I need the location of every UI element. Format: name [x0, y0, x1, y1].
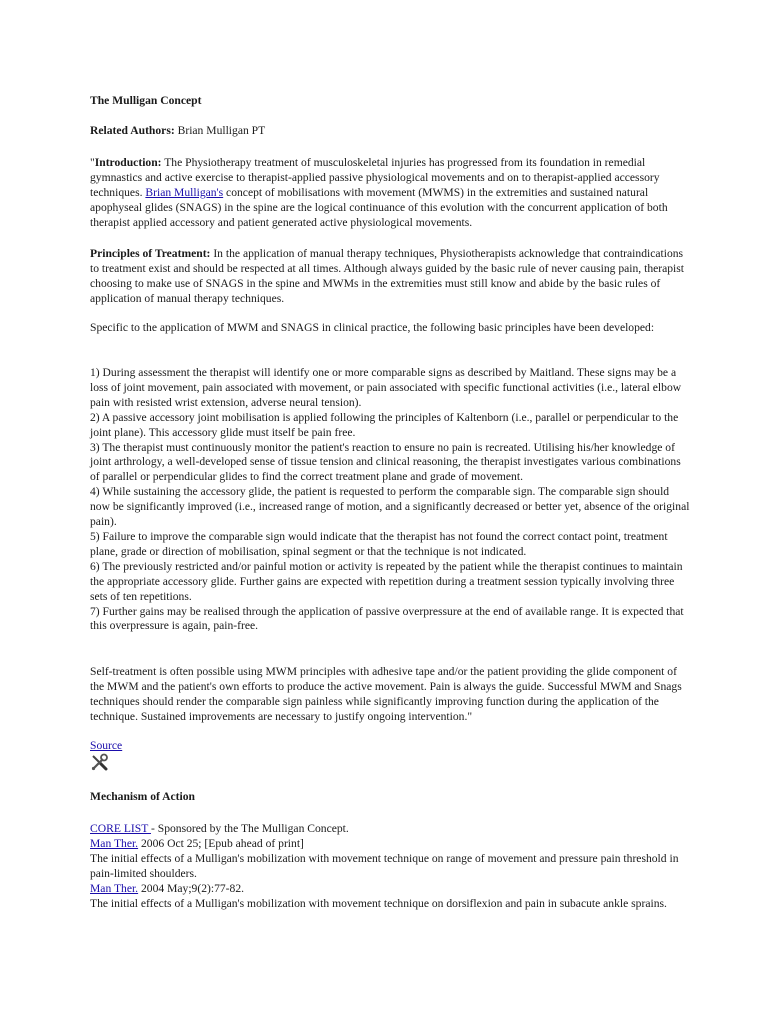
reference-1-citation: [90, 837, 690, 852]
principles-label: Principles of Treatment:: [90, 247, 211, 260]
core-list-link[interactable]: CORE LIST: [90, 822, 151, 835]
reference-2-citation: [90, 882, 690, 897]
list-item: 3) The therapist must continuously monitor the patient's reaction to ensure no pain is recreated. Utilising his/her knowledge of joint arthrology, a well-developed sense of tissue tension and clinical reasoning, the therapist investigates various combinations of parallel or perpendicular glides to find the correct treatment plane and grade of movement.: [90, 440, 681, 484]
list-item: 5) Failure to improve the comparable sign would indicate that the therapist has not found the correct contact point, treatment plane, grade or direction of mobilisation, spinal segment or that the technique is not indicated.: [90, 529, 668, 558]
self-treatment-paragraph: Self-treatment is often possible using MWM principles with adhesive tape and/or the patient providing the glide component of the MWM and the patient's own efforts to produce the active movement. Pain is always the guide. Successful MWM and Snags techniques should render the comparable sign painless while significantly improving function during the application of the technique. Sustained improvements are necessary to justify ongoing intervention.": [90, 665, 682, 723]
introduction-text-2: concept of mobilisations with movement (MWMS) in the extremities and sustained natural apophyseal glides (SNAGS) in the spine are the logical continuance of this evolution with the concurrent application of both therapist applied accessory and patient generated active physiological movements.: [90, 185, 668, 229]
list-item: 6) The previously restricted and/or painful motion or activity is repeated by the patient while the therapist continues to maintain the appropriate accessory glide. Further gains are expected with repetition during a treatment session typically involving three sets of ten repetitions.: [90, 559, 683, 603]
man-ther-link-1[interactable]: Man Ther.: [90, 836, 139, 850]
introduction-text-1: The Physiotherapy treatment of musculoskeletal injuries has progressed from its foundation in remedial gymnastics and active exercise to therapist-applied passive physiological movements and on to therapist-applied accessory techniques.: [90, 156, 660, 199]
specific-paragraph: Specific to the application of MWM and SNAGS in clinical practice, the following basic principles have been developed:: [90, 321, 655, 334]
reference-1-date: 2006 Oct 25; [Epub ahead of print]: [138, 836, 304, 850]
quote-open: ": [90, 156, 95, 169]
core-list-line: [90, 822, 690, 837]
introduction-paragraph: [90, 156, 690, 231]
related-authors-label: Related Authors:: [90, 124, 175, 137]
page-title: The Mulligan Concept: [90, 94, 202, 107]
list-item: 7) Further gains may be realised through the application of passive overpressure at the end of available range. It is expected that this overpressure is again, pain-free.: [90, 604, 684, 633]
principles-text: In the application of manual therapy techniques, Physiotherapists acknowledge that contraindications to treatment exist and should be respected at all times. Although always guided by the basic rule of never causing pain, therapist choosing to make use of SNAGS in the spine and MWMs in the extremities must still know and abide by the basic rules of application of manual therapy techniques.: [90, 247, 685, 305]
tools-icon[interactable]: [90, 753, 108, 771]
reference-1-description: The initial effects of a Mulligan's mobilization with movement technique on range of movement and pressure pain threshold in pain-limited shoulders.: [90, 851, 679, 880]
related-authors: [90, 124, 690, 139]
man-ther-link-2[interactable]: Man Ther.: [90, 881, 139, 895]
list-item: 4) While sustaining the accessory glide, the patient is requested to perform the comparable sign. The comparable sign should now be significantly improved (i.e., increased range of motion, and a significantly decreased or better yet, absence of the original pain).: [90, 485, 690, 529]
introduction-label: Introduction:: [94, 156, 162, 169]
list-item: 2) A passive accessory joint mobilisation is applied following the principles of Kaltenborn (i.e., parallel or perpendicular to the joint plane). This accessory glide must itself be pain free.: [90, 410, 679, 439]
related-authors-value: Brian Mulligan PT: [174, 124, 266, 137]
reference-2-date: 2004 May;9(2):77-82.: [138, 881, 245, 895]
principles-list: [90, 366, 690, 634]
mechanism-title: Mechanism of Action: [90, 790, 195, 803]
core-list-text: - Sponsored by the The Mulligan Concept.: [150, 822, 349, 835]
source-link[interactable]: Source: [90, 739, 123, 752]
references: [90, 822, 690, 911]
reference-2-description: The initial effects of a Mulligan's mobilization with movement technique on dorsiflexion and pain in subacute ankle sprains.: [90, 896, 667, 910]
principles-paragraph: [90, 247, 690, 307]
list-item: 1) During assessment the therapist will identify one or more comparable signs as described by Maitland. These signs may be a loss of joint movement, pain associated with movement, or pain associated with specific functional activities (i.e., lateral elbow pain with resisted wrist extension, adverse neural tension).: [90, 366, 682, 409]
brian-mulligan-link[interactable]: Brian Mulligan's: [145, 185, 224, 199]
